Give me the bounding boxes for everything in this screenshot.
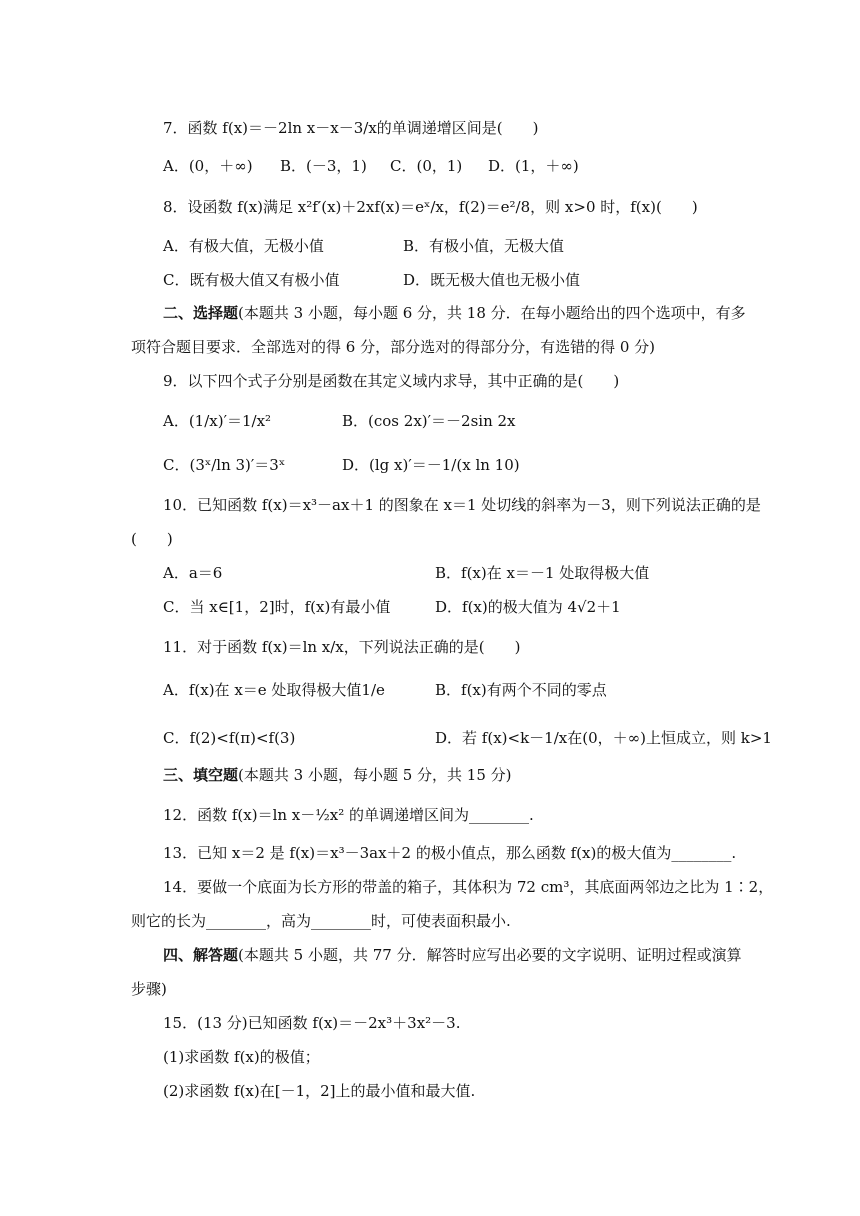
section3-heading: 三、填空题 [163,766,239,784]
q8-option-c: C．既有极大值又有极小值 [163,271,340,289]
section3-desc: (本题共 3 小题，每小题 5 分，共 15 分) [238,766,512,784]
q7-option-a: A．(0，＋∞) [163,157,253,175]
q8-option-b: B．有极小值，无极大值 [403,237,565,255]
q11-option-d: D．若 f(x)<k－1/x在(0，＋∞)上恒成立，则 k>1 [435,729,772,747]
q9-option-c: C．(3ˣ/ln 3)′＝3ˣ [163,456,286,474]
q7-option-d: D．(1，＋∞) [488,157,579,175]
q15-part2: (2)求函数 f(x)在[－1，2]上的最小值和最大值. [163,1082,476,1100]
q10-stem-line2: ( ) [131,530,173,548]
q10-stem-line1: 10．已知函数 f(x)＝x³－ax＋1 的图象在 x＝1 处切线的斜率为－3，则下列说法正确的是 [163,496,761,514]
q14-stem-line2: 则它的长为________，高为________时，可使表面积最小. [131,912,511,930]
q11-option-c: C．f(2)<f(π)<f(3) [163,729,296,747]
q11-stem: 11．对于函数 f(x)＝ln x/x，下列说法正确的是( ) [163,638,521,656]
section3-line [163,765,512,785]
q9-option-d: D．(lg x)′＝－1/(x ln 10) [342,456,520,474]
section2-line1 [163,303,746,323]
q10-option-a: A．a＝6 [163,564,223,582]
q9-stem: 9．以下四个式子分别是函数在其定义域内求导，其中正确的是( ) [163,372,620,390]
section4-desc-line2: 步骤) [131,980,167,998]
section4-line1 [163,945,742,965]
q15-part1: (1)求函数 f(x)的极值； [163,1048,320,1066]
q10-option-d: D．f(x)的极大值为 4√2＋1 [435,598,621,616]
q8-stem: 8．设函数 f(x)满足 x²f′(x)＋2xf(x)＝eˣ/x，f(2)＝e²/8，则 x>0 时，f(x)( ) [163,198,698,216]
section2-heading: 二、选择题 [163,304,239,322]
q11-option-b: B．f(x)有两个不同的零点 [435,681,607,699]
q9-option-a: A．(1/x)′＝1/x² [163,412,272,430]
q7-option-c: C．(0，1) [390,157,463,175]
q7-stem: 7．函数 f(x)＝－2ln x－x－3/x的单调递增区间是( ) [163,119,539,137]
q13-stem: 13．已知 x＝2 是 f(x)＝x³－3ax＋2 的极小值点，那么函数 f(x)的极大值为________. [163,844,737,862]
section2-desc-line2: 项符合题目要求．全部选对的得 6 分，部分选对的得部分分，有选错的得 0 分) [131,338,656,356]
section4-desc-line1: (本题共 5 小题，共 77 分．解答时应写出必要的文字说明、证明过程或演算 [238,946,742,964]
q15-stem: 15．(13 分)已知函数 f(x)＝－2x³＋3x²－3. [163,1014,461,1032]
q9-option-b: B．(cos 2x)′＝－2sin 2x [342,412,516,430]
section2-desc-line1: (本题共 3 小题，每小题 6 分，共 18 分．在每小题给出的四个选项中，有多 [238,304,746,322]
q8-option-d: D．既无极大值也无极小值 [403,271,581,289]
q8-option-a: A．有极大值，无极小值 [163,237,324,255]
q7-option-b: B．(－3，1) [280,157,367,175]
q10-option-c: C．当 x∈[1，2]时，f(x)有最小值 [163,598,391,616]
q14-stem-line1: 14．要做一个底面为长方形的带盖的箱子，其体积为 72 cm³，其底面两邻边之比为 1∶2， [163,878,774,896]
q12-stem: 12．函数 f(x)＝ln x－½x² 的单调递增区间为________. [163,806,534,824]
q10-option-b: B．f(x)在 x＝－1 处取得极大值 [435,564,650,582]
section4-heading: 四、解答题 [163,946,239,964]
q11-option-a: A．f(x)在 x＝e 处取得极大值1/e [163,681,385,699]
